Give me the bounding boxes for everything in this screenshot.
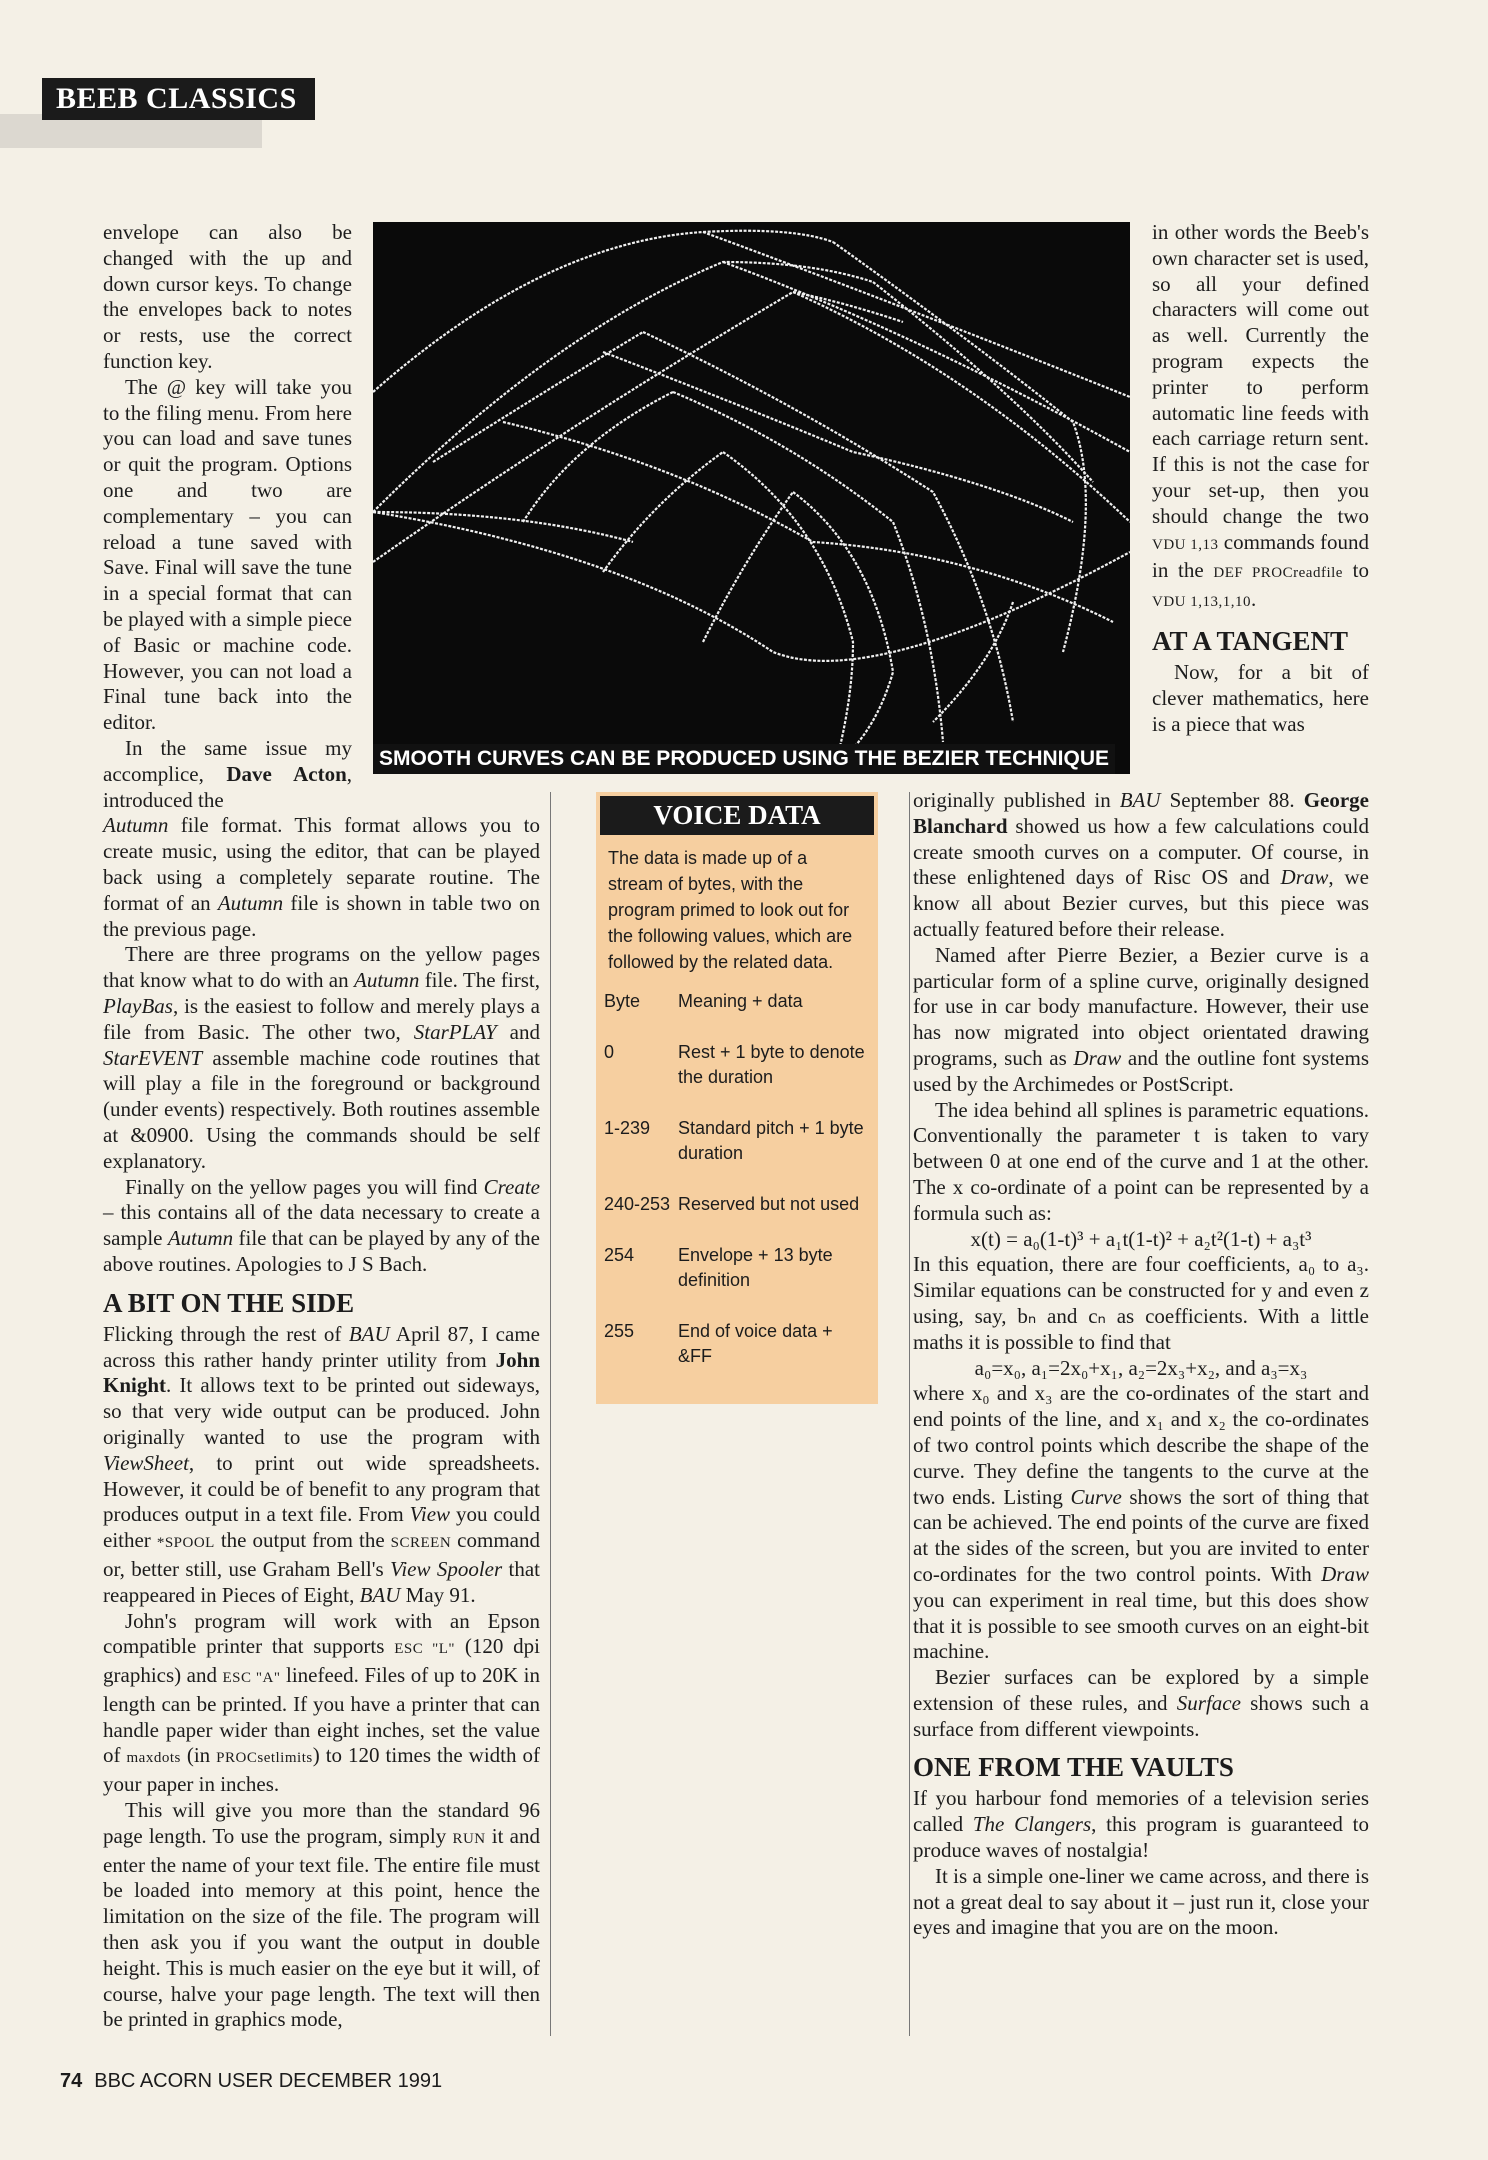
heading-at-a-tangent: AT A TANGENT: [1152, 625, 1349, 656]
meaning-cell: Rest + 1 byte to denote the duration: [678, 1042, 865, 1087]
paragraph: There are three programs on the yellow pages that know what to do with an Autumn file. The first, PlayBas, is the easiest to follow and merely plays a file from Basic. The other two, StarPLAY and StarEVENT assemble machine code routines that will play a file in the foreground or background (under events) respectively. Both routines assemble at &0900. Using the commands should be self explanatory.: [103, 942, 540, 1173]
paragraph: Bezier surfaces can be explored by a simple extension of these rules, and Surface shows such a surface from different viewpoints.: [913, 1665, 1369, 1741]
paragraph: where x₀ and x₃ are the co-ordinates of the start and end points of the line, and x₁ and x₂ the co-ordinates of two control points which describe the shape of the curve. They define the tangents to the curve at the two ends. Listing Curve shows the sort of thing that can be achieved. The end points of the curve are fixed at the sides of the screen, but you are invited to enter co-ordinates for the two control points. With Draw you can experiment in real time, but this does show that it is possible to see smooth curves on an eight-bit machine.: [913, 1381, 1369, 1664]
table-row: [604, 1040, 868, 1116]
bezier-surface-drawing: [373, 222, 1130, 774]
paragraph: Now, for a bit of clever mathematics, here is a piece that was: [1152, 659, 1369, 736]
paragraph: This will give you more than the standard 96 page length. To use the program, simply RUN it and enter the name of your text file. The entire file must be loaded into memory at this point, hence the limitation on the size of the file. The program will then ask you if you want the output in double height. This is much easier on the eye but it will, of course, halve your page length. The text will then be printed in graphics mode,: [103, 1798, 540, 2032]
voice-data-box: [596, 792, 878, 1404]
voice-data-intro: The data is made up of a stream of bytes, with the program primed to look out for the following values, which are followed by the related data.: [608, 848, 853, 972]
meaning-cell: End of voice data + &FF: [678, 1321, 833, 1366]
column-rule: [909, 792, 910, 2036]
byte-cell: 240-253: [604, 1194, 671, 1214]
paragraph: John's program will work with an Epson compatible printer that supports ESC "L" (120 dpi graphics) and ESC "A" linefeed. Files of up to 20K in length can be printed. If you have a printer that can handle paper wider than eight inches, set the value of maxdots (in PROCsetlimits) to 120 times the width of your paper in inches.: [103, 1608, 540, 1797]
table-header-row: [604, 989, 868, 1040]
table-row: [604, 1243, 868, 1319]
heading-one-from-the-vaults: ONE FROM THE VAULTS: [913, 1752, 1234, 1783]
table-row: [604, 1192, 868, 1243]
column-3-top: [1152, 220, 1369, 737]
table-row: [604, 1319, 868, 1395]
equation: a₀=x₀, a₁=2x₀+x₁, a₂=2x₃+x₂, and a₃=x₃: [974, 1355, 1308, 1380]
paragraph: If you harbour fond memories of a television series called The Clangers, this program is guaranteed to produce waves of nostalgia!: [913, 1786, 1369, 1863]
column-1-top: [103, 220, 352, 736]
table-row: [604, 1116, 868, 1192]
column-3: [913, 788, 1369, 1941]
paragraph: Named after Pierre Bezier, a Bezier curve is a particular form of a spline curve, originally designed for use in car body manufacture. However, their use has now migrated into object orientated drawing programs, such as Draw and the outline font systems used by the Archimedes or PostScript.: [913, 942, 1369, 1096]
footer: [60, 2070, 442, 2093]
paragraph: originally published in BAU September 88. George Blanchard showed us how a few calculations could create smooth curves on a computer. Of course, in these enlightened days of Risc OS and Draw, we know all about Bezier curves, but this piece was actually featured before their release.: [913, 788, 1369, 941]
section-tag: BEEB CLASSICS: [42, 78, 315, 120]
byte-cell: 254: [604, 1245, 635, 1265]
paragraph: in other words the Beeb's own character set is used, so all your defined characters will come out as well. Currently the program expects the printer to perform automatic line feeds with each carriage return sent. If this is not the case for your set-up, then you should change the two VDU 1,13 commands found in the DEF PROCreadfile to VDU 1,13,1,10.: [1152, 220, 1370, 612]
byte-cell: 1-239: [604, 1118, 651, 1138]
meaning-cell: Standard pitch + 1 byte duration: [678, 1118, 864, 1163]
column-rule: [550, 792, 551, 2036]
paragraph: It is a simple one-liner we came across, and there is not a great deal to say about it – just run it, close your eyes and imagine that you are on the moon.: [913, 1863, 1369, 1940]
figure-caption: SMOOTH CURVES CAN BE PRODUCED USING THE BEZIER TECHNIQUE: [373, 744, 1115, 774]
paragraph: Finally on the yellow pages you will find Create – this contains all of the data necessary to create a sample Autumn file that can be played by any of the above routines. Apologies to J S Bach.: [103, 1174, 541, 1276]
page-number: 74: [60, 2070, 83, 2092]
meaning-cell: Reserved but not used: [678, 1194, 860, 1214]
paragraph: In the same issue my accomplice, Dave Acton, introduced the: [103, 736, 352, 812]
paragraph: Flicking through the rest of BAU April 87, I came across this rather handy printer utility from John Knight. It allows text to be printed out sideways, so that very wide output can be produced. John originally wanted to use the program with ViewSheet, to print out wide spreadsheets. However, it could be of benefit to any program that produces output in a text file. From View you could either *SPOOL the output from the SCREEN command or, better still, use Graham Bell's View Spooler that reappeared in Pieces of Eight, BAU May 91.: [103, 1321, 540, 1607]
byte-cell: 255: [604, 1321, 635, 1341]
paragraph: Autumn file format. This format allows you to create music, using the editor, that can be played back using a completely separate routine. The format of an Autumn file is shown in table two on the previous page.: [103, 813, 540, 941]
column-1: [103, 736, 552, 2033]
byte-cell: 0: [604, 1042, 615, 1062]
paragraph: The @ key will take you to the filing menu. From here you can load and save tunes or quit the program. Options one and two are complementary – you can reload a tune saved with Save. Final will save the tune in a special format that can be played with a simple piece of Basic or machine code. However, you can not load a Final tune back into the editor.: [103, 374, 352, 735]
equation: x(t) = a₀(1-t)³ + a₁t(1-t)² + a₂t²(1-t) + a₃t³: [970, 1226, 1312, 1251]
paragraph: envelope can also be changed with the up and down cursor keys. To change the envelopes back to notes or rests, use the correct function key.: [103, 220, 352, 373]
voice-data-heading: VOICE DATA: [600, 796, 874, 835]
table-header: Byte: [604, 991, 641, 1011]
heading-a-bit-on-the-side: A BIT ON THE SIDE: [103, 1287, 355, 1318]
voice-data-table: [604, 989, 868, 1395]
table-header: Meaning + data: [678, 991, 803, 1011]
paragraph: The idea behind all splines is parametric equations. Conventionally the parameter t is taken to vary between 0 at one end of the curve and 1 at the other. The x co-ordinate of a point can be represented by a formula such as:: [913, 1097, 1369, 1225]
paragraph: In this equation, there are four coefficients, a₀ to a₃. Similar equations can be constructed for y and even z using, say, bₙ and cₙ as coefficients. With a little maths it is possible to find that: [913, 1252, 1369, 1354]
meaning-cell: Envelope + 13 byte definition: [678, 1245, 833, 1290]
bezier-surface-figure: [373, 222, 1130, 774]
publication-line: BBC ACORN USER DECEMBER 1991: [94, 2070, 443, 2092]
